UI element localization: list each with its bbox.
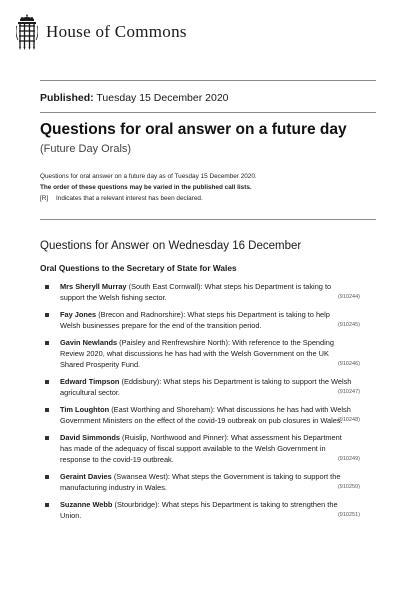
question-constituency: (Swansea West): xyxy=(113,472,170,481)
published-line xyxy=(40,92,229,104)
question-constituency: (South East Cornwall): xyxy=(128,282,203,291)
question-constituency: (East Worthing and Shoreham): xyxy=(111,405,215,414)
question-text: What assessment his Department has made of the adequacy of fiscal support available to the Welsh Government in response to the covid-19 outbreak. xyxy=(60,433,342,464)
question-text: With reference to the Spending Review 2020, what discussions he has had with the Welsh Government on the UK Shared Prosperity Fund. xyxy=(60,338,335,369)
house-name: House of Commons xyxy=(46,22,187,41)
question-item xyxy=(40,499,360,521)
question-item xyxy=(40,337,360,370)
bullet-icon xyxy=(45,475,49,479)
question-constituency: (Stourbridge): xyxy=(114,500,160,509)
note-r-marker: [R] xyxy=(40,195,49,202)
bullet-icon xyxy=(45,341,49,345)
question-ref: (910248) xyxy=(337,417,360,423)
questions-list xyxy=(40,281,360,521)
question-ref: (910251) xyxy=(337,512,360,518)
document-subtitle: (Future Day Orals) xyxy=(40,143,132,155)
bullet-icon xyxy=(45,285,49,289)
question-item xyxy=(40,281,360,303)
top-divider xyxy=(40,80,376,81)
bullet-icon xyxy=(45,436,49,440)
note-r-text: Indicates that a relevant interest has been declared. xyxy=(56,195,203,202)
note-interest xyxy=(40,193,257,204)
question-mp: Edward Timpson xyxy=(60,377,120,386)
question-item xyxy=(40,376,360,398)
question-constituency: (Paisley and Renfrewshire North): xyxy=(119,338,231,347)
portcullis-icon xyxy=(16,14,38,50)
question-constituency: (Brecon and Radnorshire): xyxy=(98,310,186,319)
question-mp: Tim Loughton xyxy=(60,405,110,414)
question-item xyxy=(40,404,360,426)
question-item xyxy=(40,309,360,331)
bullet-icon xyxy=(45,313,49,317)
question-mp: Gavin Newlands xyxy=(60,338,118,347)
question-constituency: (Ruislip, Northwood and Pinner): xyxy=(122,433,229,442)
published-divider xyxy=(40,112,376,113)
notes-divider xyxy=(40,219,376,220)
question-text: What steps his Department is taking to help Welsh businesses prepare for the end of the transition period. xyxy=(60,310,330,330)
question-ref: (910250) xyxy=(337,484,360,490)
subsection-heading: Oral Questions to the Secretary of State for Wales xyxy=(40,263,237,273)
question-mp: Suzanne Webb xyxy=(60,500,113,509)
question-text: What discussions he has had with Welsh Government Ministers on the effect of the covid-19 outbreak on pub closures in Wales. xyxy=(60,405,351,425)
published-date: Tuesday 15 December 2020 xyxy=(96,92,229,104)
published-label: Published: xyxy=(40,92,94,104)
question-item xyxy=(40,471,360,493)
question-ref: (910249) xyxy=(337,456,360,462)
page-header xyxy=(16,12,187,52)
question-mp: Mrs Sheryll Murray xyxy=(60,282,127,291)
notes-block xyxy=(40,171,257,204)
section-heading: Questions for Answer on Wednesday 16 December xyxy=(40,240,302,252)
bullet-icon xyxy=(45,380,49,384)
note-as-of: Questions for oral answer on a future day as of Tuesday 15 December 2020. xyxy=(40,173,257,180)
question-item xyxy=(40,432,360,465)
question-mp: Fay Jones xyxy=(60,310,97,319)
question-ref: (910246) xyxy=(337,361,360,367)
question-text: What steps his Department is taking to support the Welsh agricultural sector. xyxy=(60,377,352,397)
note-order: The order of these questions may be varied in the published call lists. xyxy=(40,184,252,191)
question-ref: (910245) xyxy=(337,322,360,328)
question-text: What steps his Department is taking to strengthen the Union. xyxy=(60,500,338,520)
question-mp: David Simmonds xyxy=(60,433,120,442)
question-mp: Geraint Davies xyxy=(60,472,112,481)
question-text: What steps the Government is taking to support the manufacturing industry in Wales. xyxy=(60,472,341,492)
bullet-icon xyxy=(45,408,49,412)
document-title: Questions for oral answer on a future day xyxy=(40,121,347,138)
question-constituency: (Eddisbury): xyxy=(121,377,162,386)
bullet-icon xyxy=(45,503,49,507)
question-text: What steps his Department is taking to support the Welsh fishing sector. xyxy=(60,282,332,302)
question-ref: (910247) xyxy=(337,389,360,395)
question-ref: (910244) xyxy=(337,294,360,300)
